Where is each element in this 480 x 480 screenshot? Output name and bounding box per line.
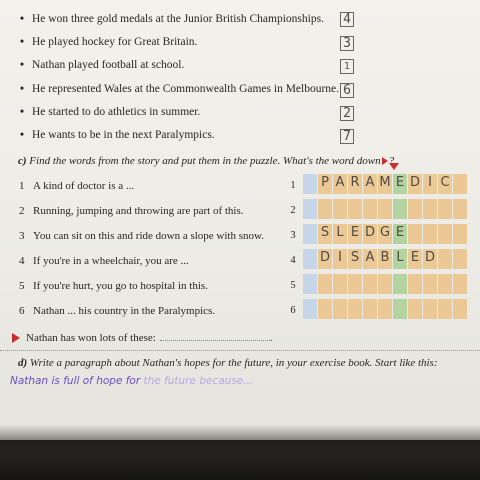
puzzle-letter: C [440,175,450,190]
puzzle-row [303,174,468,196]
handwritten-answer[interactable] [10,375,253,387]
puzzle-cell[interactable] [393,199,407,219]
puzzle-letter: L [336,225,344,240]
puzzle-letter: E [350,225,360,240]
puzzle-row [303,299,468,321]
puzzle-cell[interactable] [378,174,392,194]
puzzle-cell[interactable] [303,299,317,319]
clue-text: Running, jumping and throwing are part of this. [33,205,244,217]
puzzle-cell[interactable] [423,174,437,194]
puzzle-row-number: 1 [290,180,296,191]
bullet-text: He represented Wales at the Commonwealth Games in Melbourne. [32,83,340,95]
puzzle-cell[interactable] [318,249,332,269]
clue-number: 4 [19,255,25,267]
puzzle-letter: D [409,175,420,190]
red-triangle-icon [12,333,20,343]
section-c-heading [18,155,394,167]
puzzle-cell[interactable] [303,274,317,294]
puzzle-row-number: 5 [290,280,296,291]
puzzle-cell[interactable] [348,274,362,294]
puzzle-row-number: 6 [290,305,296,316]
section-c-question-mark: ? [388,155,395,167]
puzzle-cell[interactable] [438,174,452,194]
puzzle-letter: D [319,250,330,265]
puzzle-cell[interactable] [333,274,347,294]
puzzle-cell[interactable] [333,224,347,244]
puzzle-cell[interactable] [378,199,392,219]
puzzle-cell[interactable] [333,199,347,219]
puzzle-cell[interactable] [408,199,422,219]
puzzle-letter: E [395,175,405,190]
puzzle-cell[interactable] [423,274,437,294]
puzzle-letter: B [380,250,390,265]
puzzle-cell[interactable] [453,299,467,319]
puzzle-cell[interactable] [363,274,377,294]
puzzle-cell[interactable] [453,249,467,269]
puzzle-cell[interactable] [318,274,332,294]
puzzle-cell[interactable] [438,199,452,219]
puzzle-letter: A [335,175,345,190]
section-c-label: c) [18,155,27,167]
bullet-text: He played hockey for Great Britain. [32,36,198,48]
hidden-word-answer: Nathan has won lots of these: . [12,332,273,344]
bullet-item: • He started to do athletics in summer. [20,106,201,118]
puzzle-cell[interactable] [333,249,347,269]
number-box[interactable]: 3 [340,36,354,51]
clue-item [19,230,264,242]
puzzle-row-number: 3 [290,230,296,241]
puzzle-cell[interactable] [303,249,317,269]
puzzle-cell[interactable] [393,274,407,294]
puzzle-letter: S [320,225,330,240]
puzzle-cell[interactable] [393,174,407,194]
photo-shadow [0,425,480,480]
puzzle-letter: M [379,175,391,190]
puzzle-letter: R [350,175,360,190]
puzzle-cell[interactable] [423,249,437,269]
clue-number: 2 [19,205,25,217]
section-d-instruction: Write a paragraph about Nathan's hopes for the future, in your exercise book. Start like this: [29,357,438,369]
puzzle-cell[interactable] [378,274,392,294]
puzzle-row-number: 2 [290,205,296,216]
puzzle-cell[interactable] [408,249,422,269]
clue-number: 5 [19,280,25,292]
clue-item [19,205,244,217]
puzzle-cell[interactable] [318,174,332,194]
puzzle-cell[interactable] [408,274,422,294]
handwriting-faint-text: the future because... [143,375,254,387]
clue-number: 1 [19,180,25,192]
puzzle-row-number: 4 [290,255,296,266]
number-box[interactable]: 7 [340,129,354,144]
clue-text: If you're hurt, you go to hospital in this. [33,280,208,292]
puzzle-letter: A [365,250,375,265]
puzzle-cell[interactable] [318,199,332,219]
puzzle-cell[interactable] [393,299,407,319]
puzzle-cell[interactable] [423,199,437,219]
answer-prompt: Nathan has won lots of these: [26,332,156,344]
puzzle-cell[interactable] [453,199,467,219]
number-box[interactable]: 1 [340,59,354,74]
puzzle-letter: G [379,225,391,240]
bullet-item: • He wants to be in the next Paralympics. [20,129,215,141]
bullet-text: He wants to be in the next Paralympics. [32,129,215,141]
answer-blank[interactable] [160,340,270,341]
red-arrow-icon [382,157,388,165]
puzzle-cell[interactable] [438,274,452,294]
puzzle-letter: S [350,250,360,265]
number-box[interactable]: 6 [340,83,354,98]
bullet-text: Nathan played football at school. [32,59,185,71]
section-d-heading [18,357,438,369]
divider [0,350,480,351]
clue-item [19,305,215,317]
puzzle-cell[interactable] [363,199,377,219]
puzzle-cell[interactable] [303,174,317,194]
section-d-label: d) [18,357,28,369]
puzzle-cell[interactable] [348,299,362,319]
puzzle-cell[interactable] [363,174,377,194]
number-box[interactable]: 2 [340,106,354,121]
bullet-item: • He won three gold medals at the Junior British Championships. [20,13,324,25]
puzzle-cell[interactable] [378,224,392,244]
puzzle-cell[interactable] [318,224,332,244]
puzzle-cell[interactable] [453,274,467,294]
puzzle-row [303,224,468,246]
puzzle-row [303,274,468,296]
puzzle-cell[interactable] [453,174,467,194]
bullet-text: He started to do athletics in summer. [32,106,201,118]
puzzle-letter: I [338,250,342,265]
puzzle-letter: D [364,225,375,240]
puzzle-letter: I [428,175,432,190]
puzzle-cell[interactable] [363,299,377,319]
bullet-item: • He played hockey for Great Britain. [20,36,198,48]
down-arrow-icon [389,163,399,170]
bullet-item: • Nathan played football at school. [20,59,185,71]
puzzle-cell[interactable] [438,249,452,269]
puzzle-cell[interactable] [438,299,452,319]
puzzle-cell[interactable] [393,224,407,244]
puzzle-letter: D [424,250,435,265]
puzzle-cell[interactable] [408,174,422,194]
puzzle-cell[interactable] [408,299,422,319]
puzzle-row [303,249,468,271]
puzzle-cell[interactable] [363,224,377,244]
bullet-item: • He represented Wales at the Commonwealth Games in Melbourne. [20,83,340,95]
puzzle-row [303,199,468,221]
puzzle-cell[interactable] [348,174,362,194]
puzzle-letter: E [395,225,405,240]
puzzle-cell[interactable] [333,174,347,194]
clue-item [19,180,134,192]
puzzle-cell[interactable] [378,249,392,269]
puzzle-letter: A [365,175,375,190]
section-c-instruction: Find the words from the story and put them in the puzzle. What's the word down [29,155,381,167]
clue-item [19,255,189,267]
number-box[interactable]: 4 [340,12,354,27]
clue-text: Nathan ... his country in the Paralympics. [33,305,216,317]
clue-text: If you're in a wheelchair, you are ... [33,255,189,267]
puzzle-cell[interactable] [348,199,362,219]
puzzle-cell[interactable] [363,249,377,269]
puzzle-cell[interactable] [348,249,362,269]
puzzle-cell[interactable] [453,224,467,244]
puzzle-cell[interactable] [303,199,317,219]
clue-number: 6 [19,305,25,317]
puzzle-cell[interactable] [423,224,437,244]
puzzle-letter: E [410,250,420,265]
handwriting-text: Nathan is full of hope for [10,375,144,387]
puzzle-cell[interactable] [378,299,392,319]
bullet-text: He won three gold medals at the Junior British Championships. [32,13,324,25]
puzzle-cell[interactable] [303,224,317,244]
puzzle-cell[interactable] [408,224,422,244]
puzzle-cell[interactable] [318,299,332,319]
puzzle-cell[interactable] [423,299,437,319]
puzzle-letter: P [321,175,329,190]
clue-item [19,280,208,292]
puzzle-letter: L [396,250,404,265]
puzzle-cell[interactable] [393,249,407,269]
puzzle-cell[interactable] [333,299,347,319]
puzzle-cell[interactable] [348,224,362,244]
clue-text: You can sit on this and ride down a slope with snow. [33,230,264,242]
puzzle-cell[interactable] [438,224,452,244]
clue-text: A kind of doctor is a ... [33,180,135,192]
clue-number: 3 [19,230,25,242]
